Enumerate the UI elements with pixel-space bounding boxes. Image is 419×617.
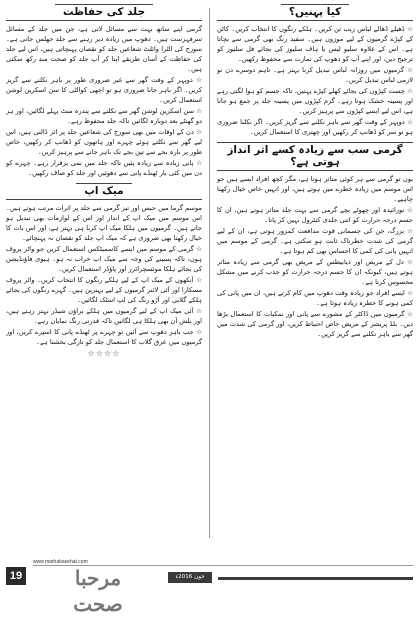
page-number: 19	[6, 567, 26, 585]
paragraph: ☆ چست کپڑوں کی بجائے کھلے کپڑے پہنیں، تاکہ جسم کو ہوا لگتی رہے اور پسینہ خشک ہوتا رہے۔ گرم کپڑوں میں پسینہ جلد پر جمع ہو جاتا ہے، اس لیے ایسے کپڑوں سے پرہیز کریں۔	[217, 87, 413, 115]
paragraph: ☆ نوزائیدہ اور چھوٹے بچے گرمی سے بہت جلد متاثر ہوتے ہیں، ان کا جسم درجہ حرارت کو اتنی جلدی کنٹرول نہیں کر پاتا۔	[217, 206, 413, 224]
article-page	[6, 4, 413, 552]
paragraph: ☆ دوپہر کے وقت گھر سے غیر ضروری طور پر باہر نکلنے سے گریز کریں۔ اگر باہر جانا ضروری ہو تو اچھی کوالٹی کا سن اسکرین لوشن استعمال کریں۔	[6, 76, 202, 104]
footer-bar	[218, 577, 413, 580]
paragraph: موسم گرما میں حبس اور تیز گرمی سے جلد پر اثرات مرتب ہوتے ہیں۔ اس موسم میں میک اپ کے انداز اور اس کے لوازمات بھی تبدیل ہو جاتے ہیں۔ گرمیوں میں ہلکا میک اپ کرنا ہی بہتر ہے، اور اس بات کا خیال رکھنا بھی ضروری ہے کہ میک اپ جلد کو نقصان نہ پہنچائے۔	[6, 204, 202, 242]
section-heading-makeup: میک اپ	[6, 183, 202, 200]
paragraph: گرمی اپنے ساتھ بہت سے مسائل لاتی ہے، جن میں جلد کے مسائل سرفہرست ہیں۔ دھوپ میں زیادہ دیر رہنے سے جلد جھلس جاتی ہے۔ سورج کی الٹرا وائلٹ شعاعیں جلد کو نقصان پہنچاتی ہیں، اس لیے جلد کی حفاظت کے آسان طریقے اپنا کر آپ جلد کو صحت مند رکھ سکتی ہیں۔	[6, 25, 202, 73]
website-url: www.marhabasehat.com	[33, 559, 88, 565]
paragraph: ☆ گرمیوں میں ڈاکٹر کے مشورے سے پانی اور نمکیات کا استعمال بڑھا دیں۔ بلڈ پریشر کے مریض خاص احتیاط کریں، اور گرمی کی شدت میں گھر سے باہر نکلنے سے گریز کریں۔	[217, 310, 413, 338]
paragraph: یوں تو گرمی سے ہر کوئی متاثر ہوتا ہے، مگر کچھ افراد ایسے ہیں جو اس موسم میں زیادہ خطرے میں ہوتے ہیں، اور انہیں خاص خیال رکھنا چاہیے۔	[217, 175, 413, 203]
paragraph: ☆ ڈھیلے ڈھالے لباس زیب تن کریں۔ ہلکے رنگوں کا انتخاب کریں۔ کاٹن کے کپڑے گرمیوں کے لیے موزوں ہیں۔ سفید رنگ بھی گرمی سے بچاتا ہے۔ اس کے علاوہ سلیو لیس یا ہاف سلیوز کی بجائے فل سلیوز کو ترجیح دیں، اور اپنے آپ کو دھوپ کی تمازت سے محفوظ رکھیں۔	[217, 25, 413, 63]
paragraph: ☆ دوپہر کے وقت گھر سے باہر نکلنے سے گریز کریں۔ اگر نکلنا ضروری ہو تو سر کو ڈھانپ کر رکھیں اور چھتری کا استعمال کریں۔	[217, 118, 413, 136]
paragraph: ☆ گرمیوں میں روزانہ لباس تبدیل کرنا بہتر ہے۔ تاہم دوسرے دن تو لازمی لباس تبدیل کریں۔	[217, 66, 413, 84]
paragraph: ☆ جب باہر دھوپ سے آئیں تو چہرے پر ٹھنڈے پانی کا اسپرے کریں، اور گرمیوں میں عرق گلاب کا استعمال جلد کو تازگی بخشتا ہے۔	[6, 328, 202, 346]
end-of-article-stars: ☆☆☆☆	[87, 349, 121, 358]
magazine-logo: مرحبا صحت	[73, 566, 123, 616]
paragraph: ☆ گرمی کے موسم میں ایسے کاسمیٹکس استعمال کریں جو واٹر پروف ہوں، تاکہ پسینے کی وجہ سے میک اپ خراب نہ ہو۔ ہیوی فاؤنڈیشن کی بجائے ہلکا موئسچرائزر اور پاؤڈر استعمال کریں۔	[6, 245, 202, 273]
paragraph: ☆ آئی میک اپ کے لیے گرمیوں میں ہلکے براؤن شیڈز بہتر رہتے ہیں، اور بلش آن بھی ہلکا ہی لگائیں تاکہ قدرتی رنگ نمایاں رہے۔	[6, 307, 202, 325]
paragraph: ☆ سن اسکرین لوشن گھر سے نکلنے سے پندرہ منٹ پہلے لگائیں، اور ہر دو گھنٹے بعد دوبارہ لگائیں تاکہ جلد محفوظ رہے۔	[6, 107, 202, 125]
paragraph: ☆ بزرگ، جن کی جسمانی قوت مدافعت کمزور ہوتی ہے، ان کے لیے گرمی کی شدت خطرناک ثابت ہو سکتی ہے۔ گرمی کے موسم میں انہیں پانی کی کمی کا احساس بھی کم ہوتا ہے۔	[217, 227, 413, 255]
section-heading-who-is-affected: گرمی سب سے زیادہ کسے اثر انداز ہوتی ہے؟	[217, 142, 413, 171]
paragraph: ☆ دل کے مریض اور ذیابیطس کے مریض بھی گرمی سے زیادہ متاثر ہوتے ہیں، کیونکہ ان کا جسم درجہ حرارت کو جذب کرنے میں مشکل محسوس کرتا ہے۔	[217, 258, 413, 286]
page-footer	[0, 555, 419, 616]
section-heading-what-to-wear: کیا پہنیں؟	[217, 4, 413, 21]
paragraph: ☆ پانی زیادہ سے زیادہ پئیں تاکہ جلد میں نمی برقرار رہے۔ چہرے کو دن میں کئی بار ٹھنڈے پانی سے دھوئیں اور جلد کو صاف رکھیں۔	[6, 159, 202, 177]
paragraph: ☆ ایسے افراد جو زیادہ وقت دھوپ میں کام کرتے ہیں، ان میں پانی کی کمی ہونے کا خطرہ زیادہ ہوتا ہے۔	[217, 289, 413, 307]
paragraph: ☆ آنکھوں کے میک اپ کے لیے ہلکے رنگوں کا انتخاب کریں۔ واٹر پروف مسکارا اور آئی لائنر گرمیوں کے لیے بہترین ہیں۔ گہرے رنگوں کی بجائے ہلکے گلابی اور آڑو رنگ کی لپ اسٹک لگائیں۔	[6, 276, 202, 304]
paragraph: ☆ دن کے اوقات میں بھی سورج کی شعاعیں جلد پر اثر ڈالتی ہیں، اس لیے گھر سے نکلتے ہوئے چہرے اور ہاتھوں کو ڈھانپ کر رکھیں، خاص طور پر بارہ بجے سے تین بجے تک باہر جانے سے پرہیز کریں۔	[6, 128, 202, 156]
column-divider	[209, 8, 210, 538]
section-heading-skin-care: جلد کی حفاظت	[6, 4, 202, 21]
issue-date-badge: جون 2016ء	[168, 572, 212, 583]
left-column	[6, 4, 202, 552]
right-column	[217, 4, 413, 552]
